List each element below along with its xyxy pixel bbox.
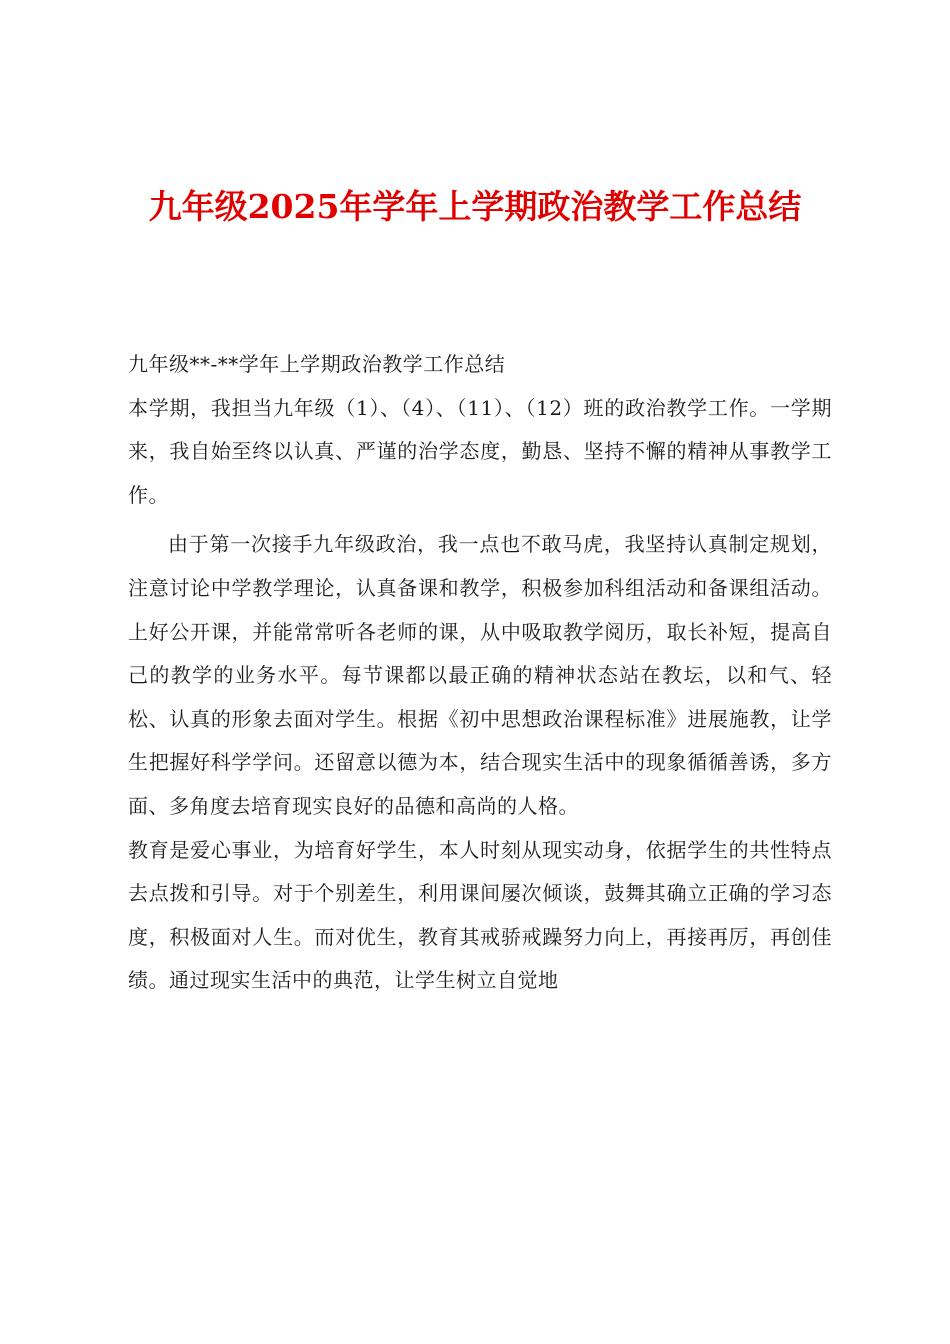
document-subtitle: 九年级**-**学年上学期政治教学工作总结 (128, 352, 506, 376)
paragraph-3: 教育是爱心事业，为培育好学生，本人时刻从现实动身，依据学生的共性特点去点拨和引导。对于个别差生，利用课间屡次倾谈，鼓舞其确立正确的学习态度，积极面对人生。而对优生，教育其戒骄戒躁努力向上，再接再厉，再创佳绩。通过现实生活中的典范，让学生树立自觉地 (128, 837, 832, 993)
document-title: 九年级2025年学年上学期政治教学工作总结 (148, 187, 802, 226)
paragraph-2: 由于第一次接手九年级政治，我一点也不敢马虎，我坚持认真制定规划，注意讨论中学教学理论，认真备课和教学，积极参加科组活动和备课组活动。上好公开课，并能常常听各老师的课，从中吸取教学阅历，取长补短，提高自己的教学的业务水平。每节课都以最正确的精神状态站在教坛，以和气、轻松、认真的形象去面对学生。根据《初中思想政治课程标准》进展施教，让学生把握好科学学问。还留意以德为本，结合现实生活中的现象循循善诱，多方面、多角度去培育现实良好的品德和高尚的人格。 (128, 532, 832, 818)
paragraph-1: 本学期，我担当九年级（1）、（4）、（11）、（12）班的政治教学工作。一学期来，我自始至终以认真、严谨的治学态度，勤恳、坚持不懈的精神从事教学工作。 (128, 395, 832, 507)
document-body (128, 343, 832, 1003)
